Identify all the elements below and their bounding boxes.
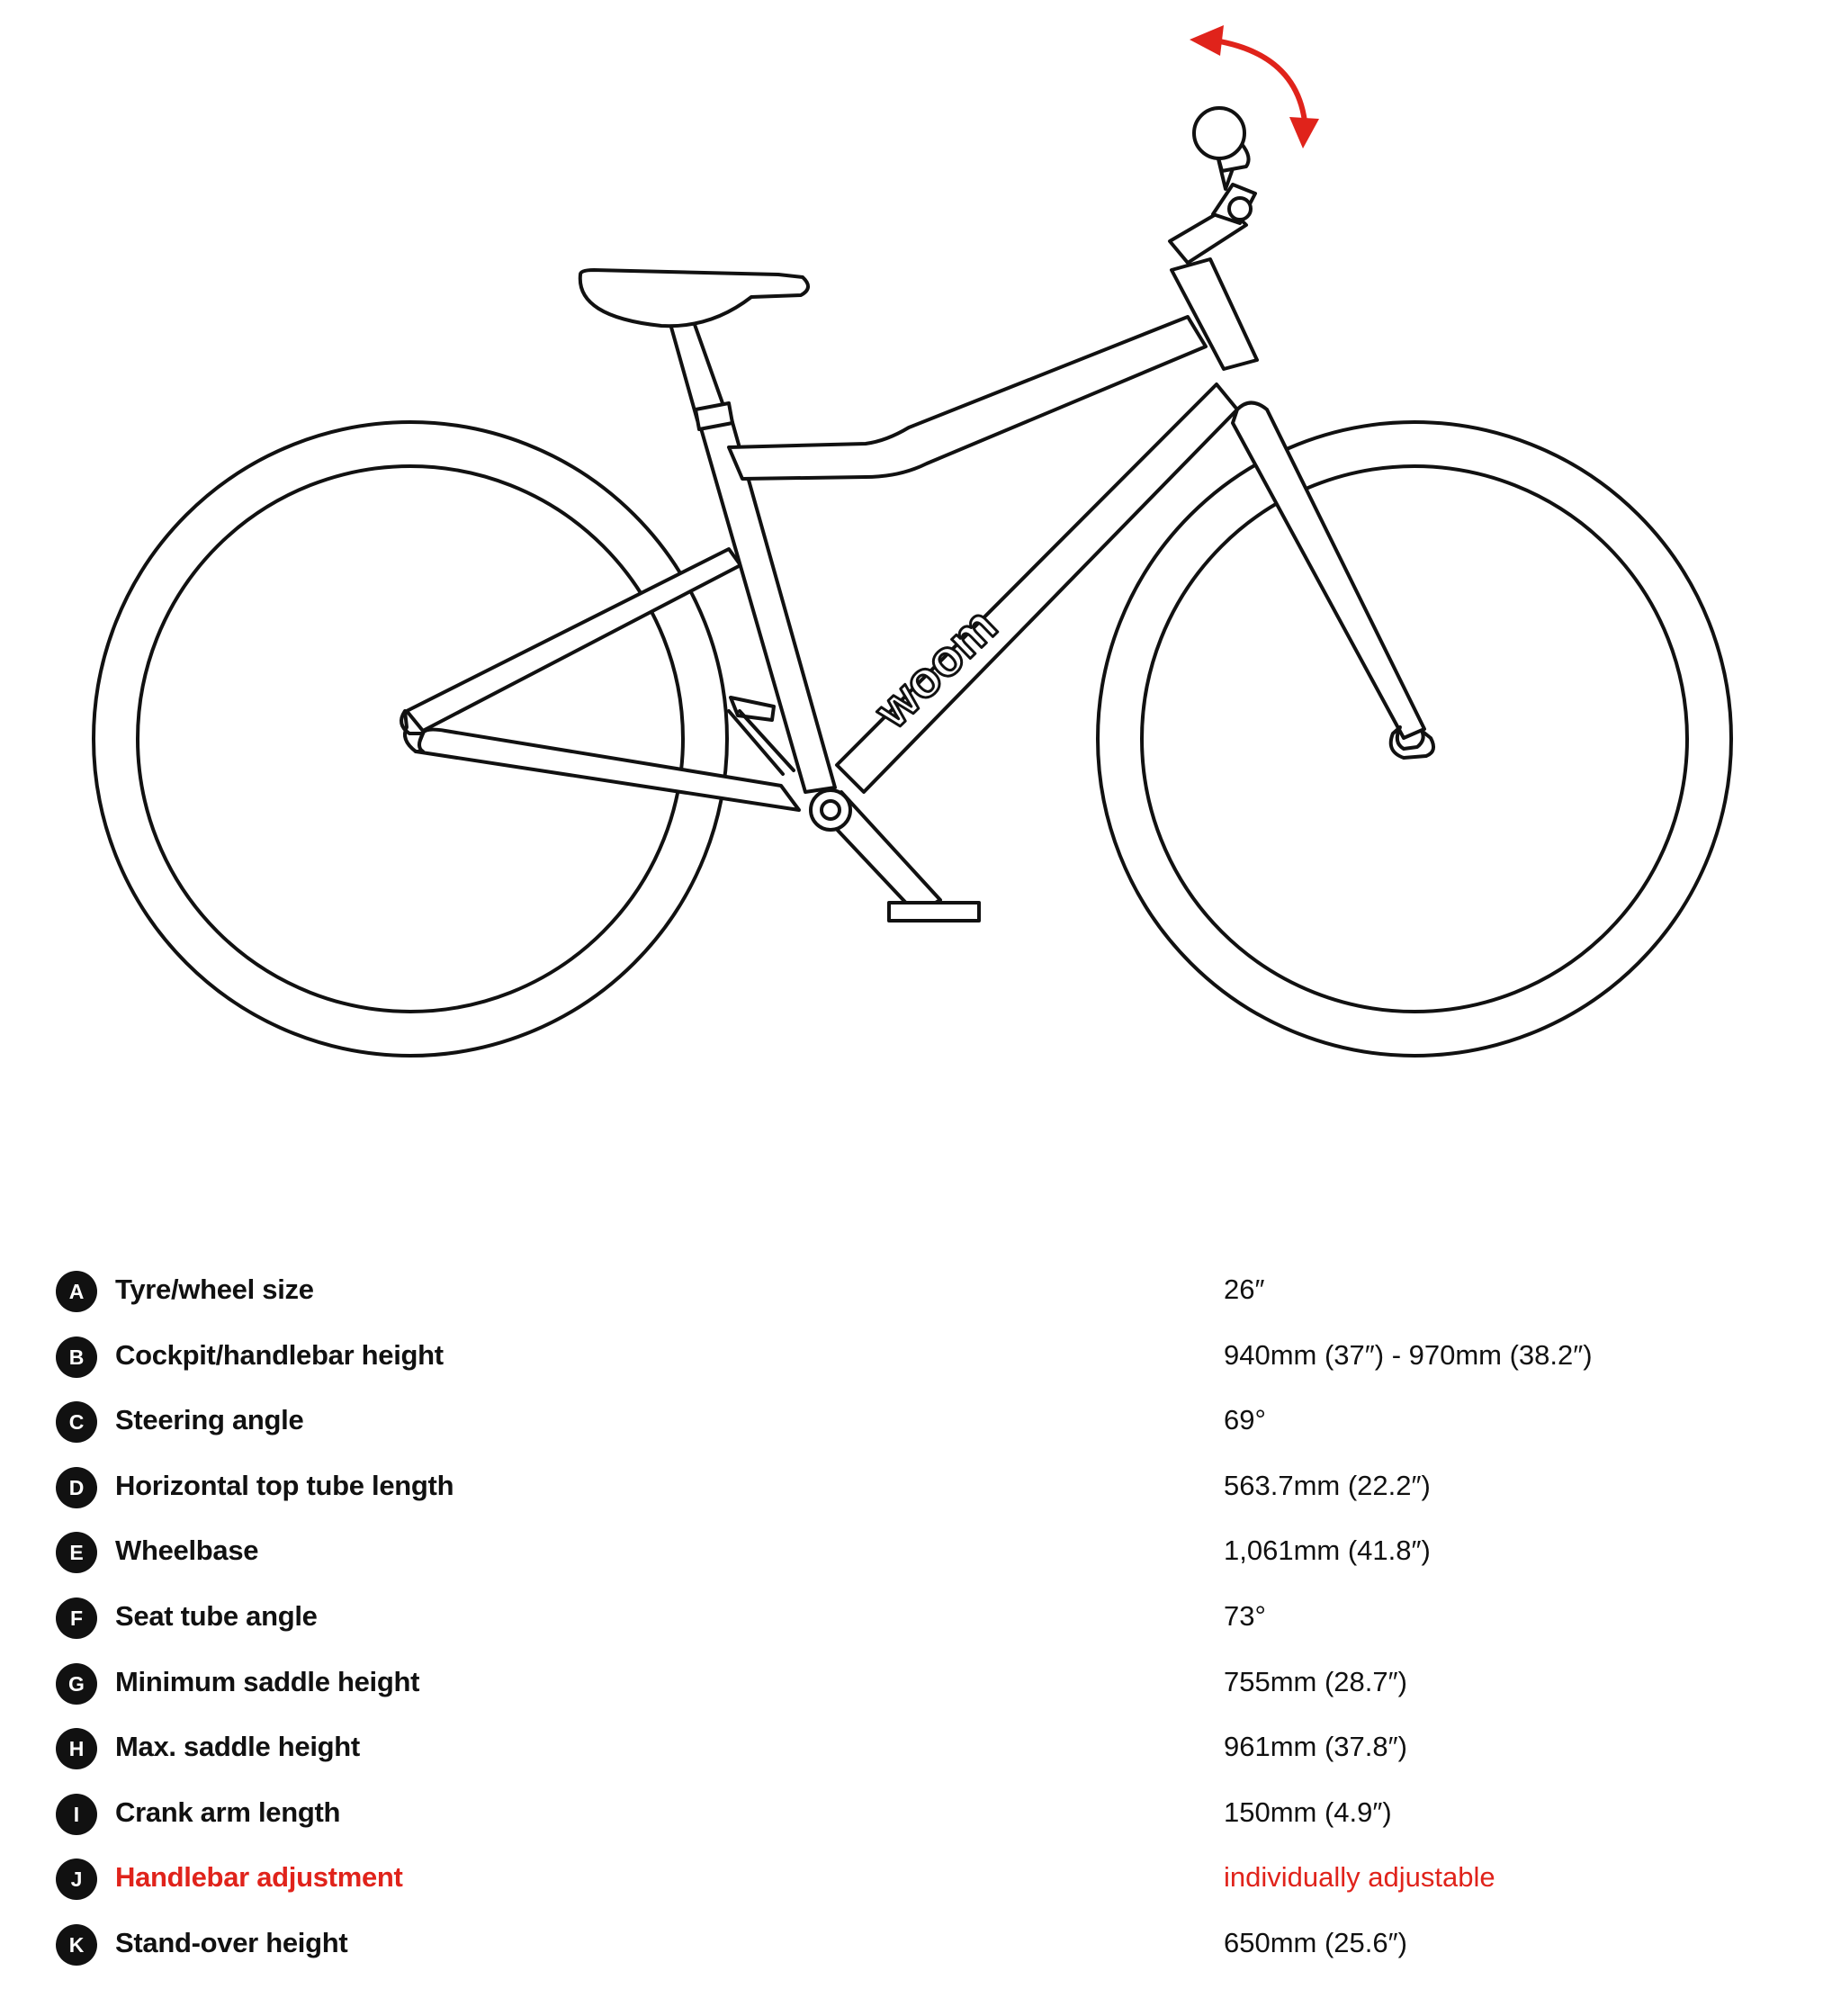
spec-label: Seat tube angle: [115, 1599, 318, 1632]
spec-row-b: [56, 1330, 1765, 1396]
spec-value: 961mm (37.8″): [1224, 1731, 1407, 1763]
spec-row-i: [56, 1787, 1765, 1853]
chain-guard: [731, 698, 774, 720]
spec-value: 755mm (28.7″): [1224, 1665, 1407, 1697]
spec-label: Max. saddle height: [115, 1731, 360, 1763]
seat-stay: [407, 549, 741, 731]
spec-letter-badge: G: [56, 1663, 97, 1705]
saddle: [580, 270, 808, 326]
spec-label: Steering angle: [115, 1404, 304, 1436]
spec-label: Handlebar adjustment: [115, 1861, 403, 1894]
fork: [1233, 403, 1424, 739]
spec-value: 26″: [1224, 1274, 1265, 1305]
spec-letter-badge: B: [56, 1336, 97, 1378]
spec-label: Wheelbase: [115, 1534, 259, 1567]
chain-stay: [416, 730, 799, 810]
spec-row-g: [56, 1657, 1765, 1723]
spec-table: [56, 1264, 1765, 1984]
pedal: [889, 903, 979, 921]
spec-letter-badge: K: [56, 1924, 97, 1966]
spec-letter-badge: C: [56, 1401, 97, 1443]
spec-row-e: [56, 1526, 1765, 1591]
spec-letter-badge: D: [56, 1467, 97, 1508]
spec-label: Stand-over height: [115, 1926, 348, 1958]
spec-letter-badge: E: [56, 1532, 97, 1573]
saddle-clamp: [696, 403, 732, 429]
spec-value: 69°: [1224, 1404, 1266, 1436]
spec-value: 940mm (37″) - 970mm (38.2″): [1224, 1338, 1593, 1371]
spec-letter-badge: J: [56, 1858, 97, 1900]
spec-value: 73°: [1224, 1599, 1266, 1632]
top-tube: [729, 317, 1206, 479]
spec-row-f: [56, 1591, 1765, 1657]
front-wheel: [1098, 422, 1731, 1056]
spec-row-d: [56, 1461, 1765, 1526]
spec-row-c: [56, 1395, 1765, 1461]
spec-row-k: [56, 1918, 1765, 1984]
spec-row-a: [56, 1264, 1765, 1330]
spec-value: 1,061mm (41.8″): [1224, 1534, 1431, 1567]
spec-value: 563.7mm (22.2″): [1224, 1469, 1431, 1501]
spec-label: Crank arm length: [115, 1796, 341, 1828]
spec-row-h: [56, 1722, 1765, 1787]
spec-letter-badge: F: [56, 1598, 97, 1639]
spec-row-j: [56, 1852, 1765, 1918]
handlebar-stem: [1170, 108, 1255, 263]
spec-value: individually adjustable: [1224, 1861, 1495, 1894]
spec-letter-badge: I: [56, 1794, 97, 1835]
spec-letter-badge: A: [56, 1271, 97, 1312]
brand-logo: woom: [863, 596, 1008, 739]
spec-letter-badge: H: [56, 1728, 97, 1769]
spec-label: Cockpit/handlebar height: [115, 1338, 444, 1371]
bottom-bracket: [811, 790, 850, 830]
spec-label: Horizontal top tube length: [115, 1469, 454, 1501]
spec-value: 150mm (4.9″): [1224, 1796, 1392, 1828]
spec-value: 650mm (25.6″): [1224, 1926, 1407, 1958]
spec-label: Minimum saddle height: [115, 1665, 420, 1697]
spec-label: Tyre/wheel size: [115, 1274, 314, 1305]
